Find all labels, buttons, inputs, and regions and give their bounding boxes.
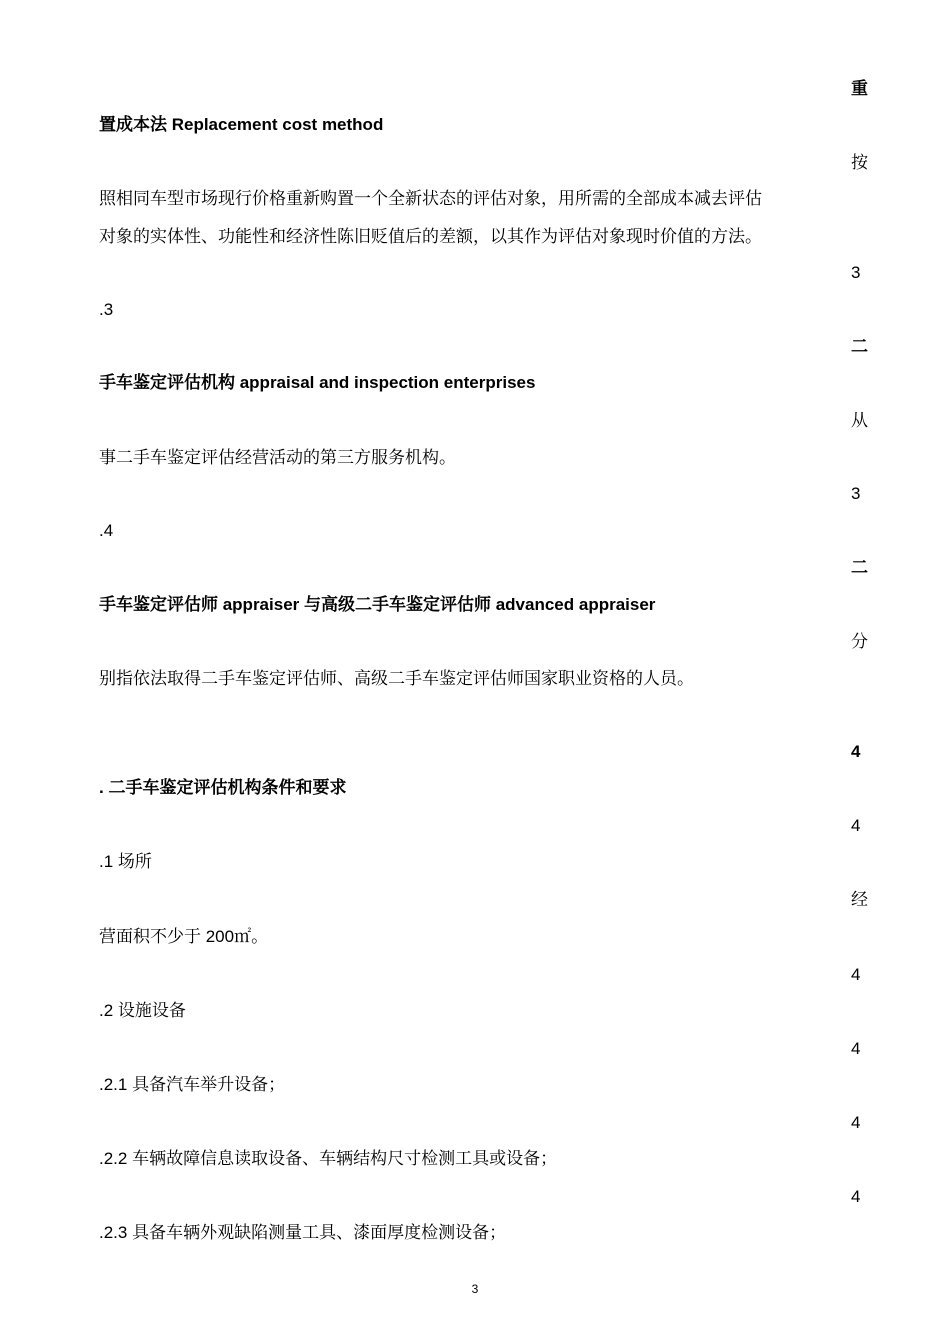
clause-4-2-equipment: .2 设施设备 [99,1001,186,1020]
paragraph-4-1-area: 营面积不少于 200㎡。 [99,927,269,946]
margin-char-13: 4 [851,1039,861,1058]
clause-4-2-2: .2.2 车辆故障信息读取设备、车辆结构尺寸检测工具或设备； [99,1149,558,1168]
margin-char-4: 二 [851,337,868,357]
heading-appraisal-enterprises: 手车鉴定评估机构 appraisal and inspection enterprises [99,373,536,392]
margin-char-3: 3 [851,263,861,282]
margin-char-11: 经 [851,890,868,910]
margin-char-7: 二 [851,558,868,578]
margin-char-2: 按 [851,153,868,173]
heading-replacement-cost: 置成本法 Replacement cost method [99,115,384,134]
paragraph-replacement-line-2: 对象的实体性、功能性和经济性陈旧贬值后的差额，以其作为评估对象现时价值的方法。 [99,227,762,247]
margin-char-6: 3 [851,484,861,503]
clause-4-2-3: .2.3 具备车辆外观缺陷测量工具、漆面厚度检测设备； [99,1223,507,1242]
margin-char-9: 4 [851,742,861,761]
clause-4-2-1: .2.1 具备汽车举升设备； [99,1075,286,1094]
clause-number-3-4: .4 [99,521,114,540]
margin-char-1: 重 [851,79,868,99]
margin-char-15: 4 [851,1187,861,1206]
heading-appraiser: 手车鉴定评估师 appraiser 与高级二手车鉴定评估师 advanced appraiser [99,595,656,614]
paragraph-appraiser: 别指依法取得二手车鉴定评估师、高级二手车鉴定评估师国家职业资格的人员。 [99,669,694,689]
margin-char-14: 4 [851,1113,861,1132]
margin-char-5: 从 [851,411,868,431]
margin-char-8: 分 [851,632,868,652]
heading-section-4: . 二手车鉴定评估机构条件和要求 [99,778,347,797]
clause-number-3-3: .3 [99,300,114,319]
margin-char-10: 4 [851,816,861,835]
paragraph-replacement-line-1: 照相同车型市场现行价格重新购置一个全新状态的评估对象，用所需的全部成本减去评估 [99,189,762,209]
page-number: 3 [471,1282,479,1296]
margin-char-12: 4 [851,965,861,984]
clause-4-1-site: .1 场所 [99,852,152,871]
paragraph-enterprises: 事二手车鉴定评估经营活动的第三方服务机构。 [99,448,456,468]
